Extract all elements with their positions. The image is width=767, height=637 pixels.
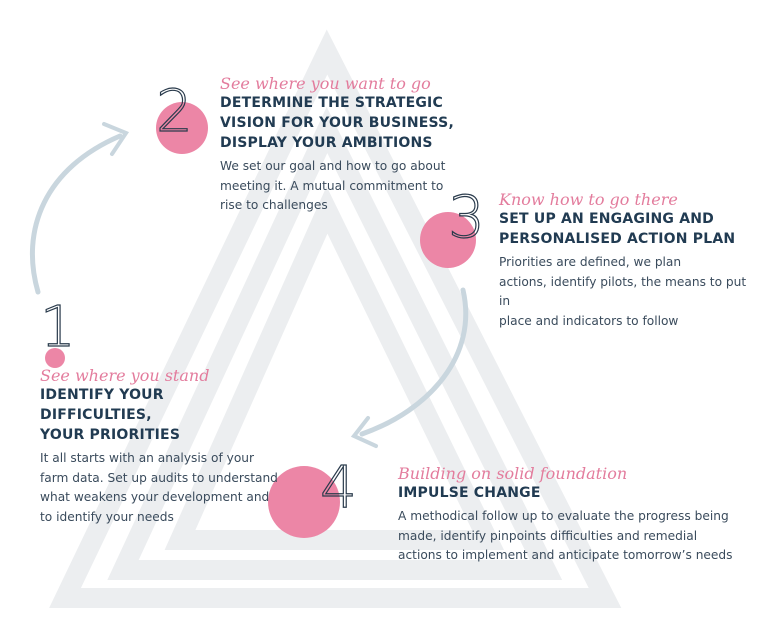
arrow-1-to-2 (32, 136, 120, 292)
step-4-desc-line: made, identify pinpoints difficulties and remedial (398, 528, 698, 543)
step-2-number: 2 (156, 77, 193, 145)
step-1-desc-line: It all starts with an analysis of your (40, 451, 255, 465)
step-4-title-line: IMPULSE CHANGE (398, 485, 541, 501)
step-2-title-line: DISPLAY YOUR AMBITIONS (220, 135, 433, 151)
step-4 (398, 464, 743, 566)
step-3-number: 3 (448, 183, 485, 251)
step-1 (40, 366, 280, 527)
step-2-desc-line: meeting it. A mutual commitment to (220, 178, 444, 193)
step-2-desc-line: rise to challenges (220, 198, 328, 212)
step-1-description (40, 449, 280, 527)
step-1-title-line: IDENTIFY YOUR DIFFICULTIES, (40, 387, 164, 423)
step-1-desc-line: farm data. Set up audits to understand (40, 470, 278, 485)
step-3-title (499, 209, 761, 249)
step-2 (220, 74, 460, 216)
step-2-description (220, 157, 460, 216)
step-3-desc-line: actions, identify pilots, the means to put in (499, 274, 747, 308)
step-3-description (499, 253, 761, 331)
step-3-desc-line: Priorities are defined, we plan (499, 255, 682, 269)
step-4-desc-line: A methodical follow up to evaluate the progress being (398, 509, 729, 523)
step-3-title-line: SET UP AN ENGAGING AND (499, 211, 714, 227)
step-2-title-line: VISION FOR YOUR BUSINESS, (220, 115, 454, 131)
step-4-title (398, 483, 743, 503)
step-2-desc-line: We set our goal and how to go about (220, 159, 446, 173)
step-1-desc-line: what weakens your development and (40, 490, 270, 504)
step-1-number: 1 (40, 295, 76, 360)
step-2-title-line: DETERMINE THE STRATEGIC (220, 95, 443, 111)
step-3-title-line: PERSONALISED ACTION PLAN (499, 231, 736, 247)
step-4-number: 4 (320, 453, 357, 521)
step-1-title-line: YOUR PRIORITIES (40, 427, 181, 443)
step-2-title (220, 93, 460, 153)
step-3 (499, 190, 761, 331)
step-1-desc-line: to identify your needs (40, 509, 174, 524)
step-3-tag: Know how to go there (499, 190, 678, 209)
step-2-tag: See where you want to go (220, 74, 431, 93)
step-3-desc-line: place and indicators to follow (499, 313, 679, 328)
step-4-description (398, 507, 743, 566)
step-4-tag: Building on solid foundation (398, 464, 628, 483)
step-1-title (40, 385, 280, 445)
step-4-desc-line: actions to implement and anticipate tomorrow’s needs (398, 548, 733, 562)
step-1-tag: See where you stand (40, 366, 210, 385)
